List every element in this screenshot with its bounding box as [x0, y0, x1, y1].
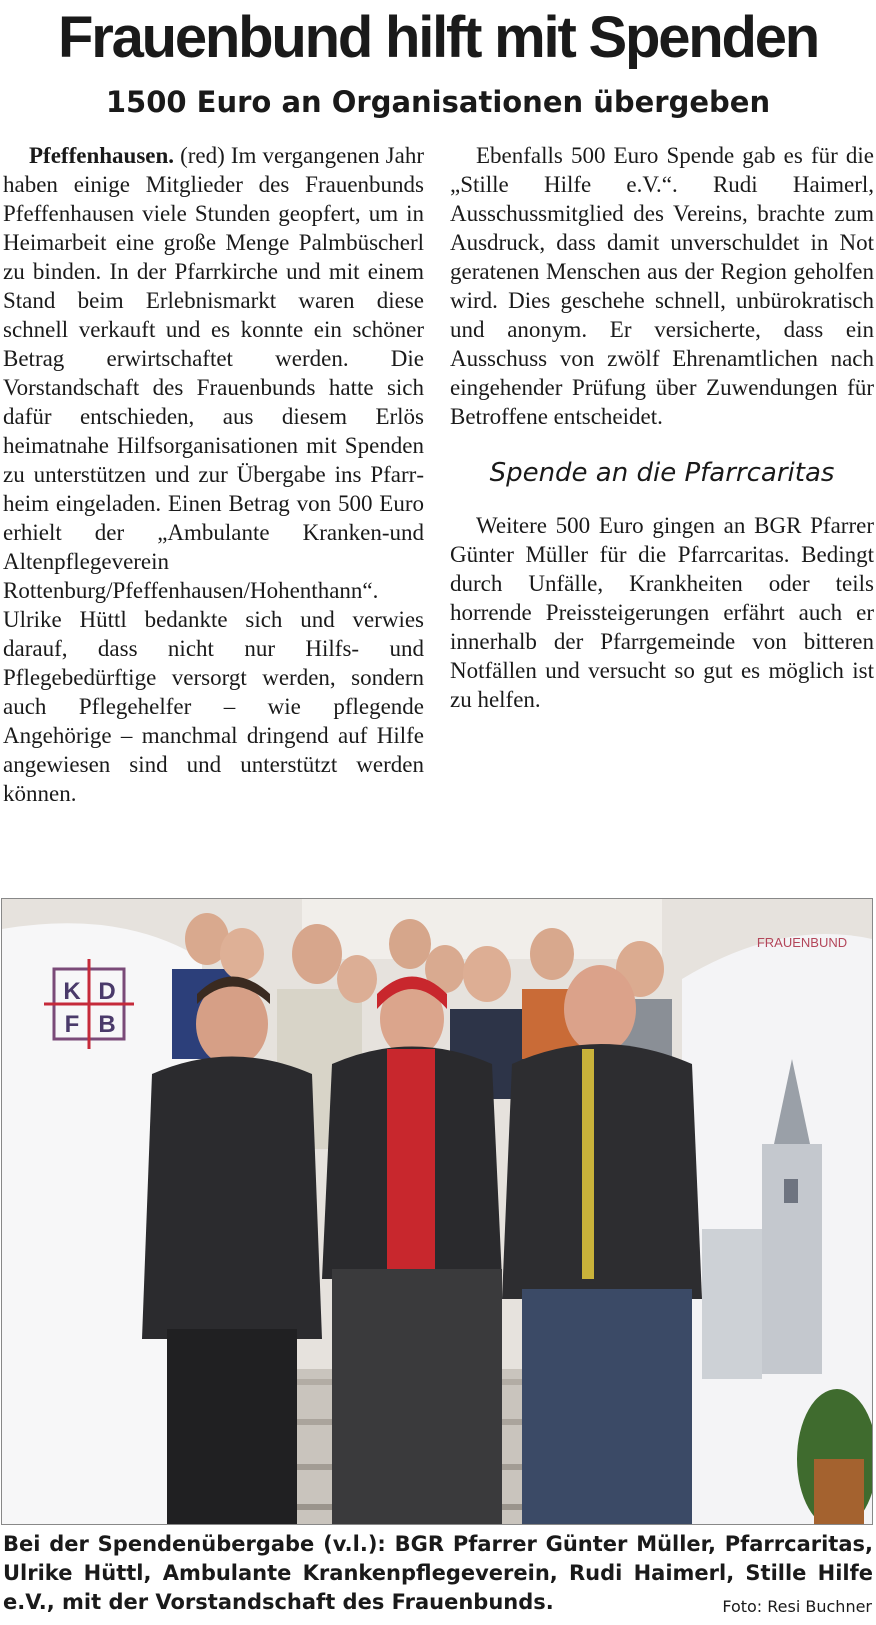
article-paragraph-1-text: (red) Im vergangenen Jahr haben einige Mitglieder des Frauenbunds Pfeffenhausen viele Stunden geopfert, um in Heimarbeit eine große Menge Palmbüscherl zu binden. In der Pfarrkirche und mit einem Stand beim Erlebnismarkt waren diese schnell verkauft und es konnte ein schöner Betrag erwirtschaftet werden. Die Vorstandschaft des Frauenbunds hatte sich dafür entschieden, aus diesem Erlös heimatnahe Hilfsorganisationen mit Spenden zu unterstützen und zur Übergabe ins Pfarrheim eingeladen. Einen Betrag von 500 Euro erhielt der „Ambulante Kranken-und Altenpflegeverein Rottenburg/Pfeffenhausen/Hohenthann“. Ulrike Hüttl bedankte sich und verwies darauf, dass nicht nur Hilfs- und Pflegebedürftige versorgt werden, sondern auch Pflegehelfer – wie pflegende Angehörige – manchmal dringend auf Hilfe angewiesen sind und unterstützt werden können. [3, 143, 424, 806]
banner-letter-d: D [98, 978, 116, 1005]
article-paragraph-2: Ebenfalls 500 Euro Spende gab es für die „Stille Hilfe e.V.“. Rudi Haimerl, Ausschussmitglied des Vereins, brachte zum Ausdruck, dass damit unverschuldet in Not geratenen Menschen aus der Region geholfen wird. Dies geschehe schnell, unbürokratisch und anonym. Er versicherte, dass ein Ausschuss von zwölf Ehrenamtlichen nach eingehender Prüfung über Zuwendungen für Betroffene entscheidet. [450, 143, 874, 429]
article-paragraph-1 [3, 141, 424, 808]
article-column-right [450, 141, 874, 714]
banner-letter-k: K [63, 978, 81, 1005]
banner-letter-b: B [98, 1011, 116, 1038]
photo-credit: Foto: Resi Buchner [722, 1597, 872, 1616]
banner-right-text: FRAUENBUND [756, 935, 848, 950]
article-paragraph-3: Weitere 500 Euro gingen an BGR Pfarrer Günter Müller für die Pfarrcaritas. Bedingt durch Unfälle, Krankheiten oder teils horrende Preissteigerungen erfährt auch er innerhalb der Pfarrgemeinde von bitteren Notfällen und versucht so gut es möglich ist zu helfen. [450, 513, 874, 712]
photo-caption: Bei der Spendenübergabe (v.l.): BGR Pfarrer Günter Müller, Pfarrcaritas, Ulrike Hüttl, Ambulante Krankenpflegeverein, Rudi Haimerl, Stille Hilfe e.V., mit der Vorstandschaft des Frauenbunds. [3, 1532, 873, 1614]
article-column-left [3, 141, 424, 808]
person-ulrike-huettl [322, 977, 502, 1525]
subheadline: 1500 Euro an Organisationen übergeben [105, 85, 771, 119]
headline: Frauenbund hilft mit Spenden [57, 5, 819, 70]
group-photo [1, 898, 873, 1525]
dateline: Pfeffenhausen. [29, 143, 175, 168]
section-subheading: Spende an die Pfarrcaritas [489, 458, 835, 488]
banner-letter-f: F [64, 1011, 80, 1038]
